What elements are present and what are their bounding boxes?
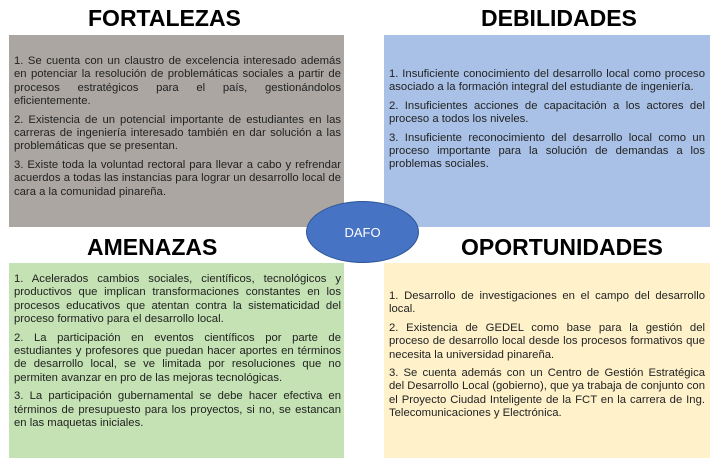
fortalezas-item-3: 3. Existe toda la voluntad rectoral para llevar a cabo y refrendar acuerdos a todas las instancias para lograr un desarrollo local de cara a la comunidad pinareña. (14, 158, 341, 198)
oportunidades-item-3: 3. Se cuenta además con un Centro de Gestión Estratégica del Desarrollo Local (gobierno), que ya trabaja de conjunto con el Proyecto Ciudad Inteligente de la FCT en la carrera de Ing. Telecomunicaciones y Electrónica. (389, 367, 705, 420)
oportunidades-title: OPORTUNIDADES (461, 234, 663, 260)
fortalezas-box (9, 35, 344, 227)
fortalezas-title: FORTALEZAS (88, 5, 241, 31)
debilidades-item-2: 2. Insuficientes acciones de capacitación a los actores del proceso a todos los niveles. (389, 99, 705, 126)
dafo-center-ellipse (306, 201, 419, 263)
oportunidades-item-1: 1. Desarrollo de investigaciones en el campo del desarrollo local. (389, 290, 705, 316)
amenazas-item-3: 3. La participación gubernamental se debe hacer efectiva en términos de presupuesto para los proyectos, si no, se estancan en las maquetas iniciales. (14, 390, 341, 430)
debilidades-title: DEBILIDADES (481, 5, 637, 31)
amenazas-box (9, 263, 344, 458)
amenazas-title: AMENAZAS (87, 234, 218, 260)
debilidades-item-3: 3. Insuficiente reconocimiento del desarrollo local como un proceso importante para la solución de demandas a los problemas sociales. (389, 131, 705, 171)
amenazas-item-1: 1. Acelerados cambios sociales, científicos, tecnológicos y productivos que implican transformaciones constantes en los procesos educativos que atentan contra la sistematicidad del proceso formativo para el desarrollo local. (14, 273, 341, 326)
amenazas-item-2: 2. La participación en eventos científicos por parte de estudiantes y profesores que puedan hacer aportes en términos de desarrollo local, se ve limitada por resoluciones que no permiten avanzar en pro de las mejoras tecnológicas. (14, 331, 341, 384)
fortalezas-item-2: 2. Existencia de un potencial importante de estudiantes en las carreras de ingeniería interesado también en dar solución a las problemáticas que se presentan. (14, 113, 341, 153)
debilidades-box (384, 35, 710, 227)
debilidades-item-1: 1. Insuficiente conocimiento del desarrollo local como proceso asociado a la formación integral del estudiante de ingeniería. (389, 68, 705, 94)
dafo-label: DAFO (344, 224, 381, 240)
fortalezas-item-1: 1. Se cuenta con un claustro de excelencia interesado además en potenciar la resolución de problemáticas sociales a partir de procesos estratégicos para el país, gestionándolos eficientemente. (14, 55, 341, 108)
oportunidades-box (384, 263, 710, 458)
oportunidades-item-2: 2. Existencia de GEDEL como base para la gestión del proceso de desarrollo local desde los procesos formativos que necesita la universidad pinareña. (389, 321, 705, 361)
